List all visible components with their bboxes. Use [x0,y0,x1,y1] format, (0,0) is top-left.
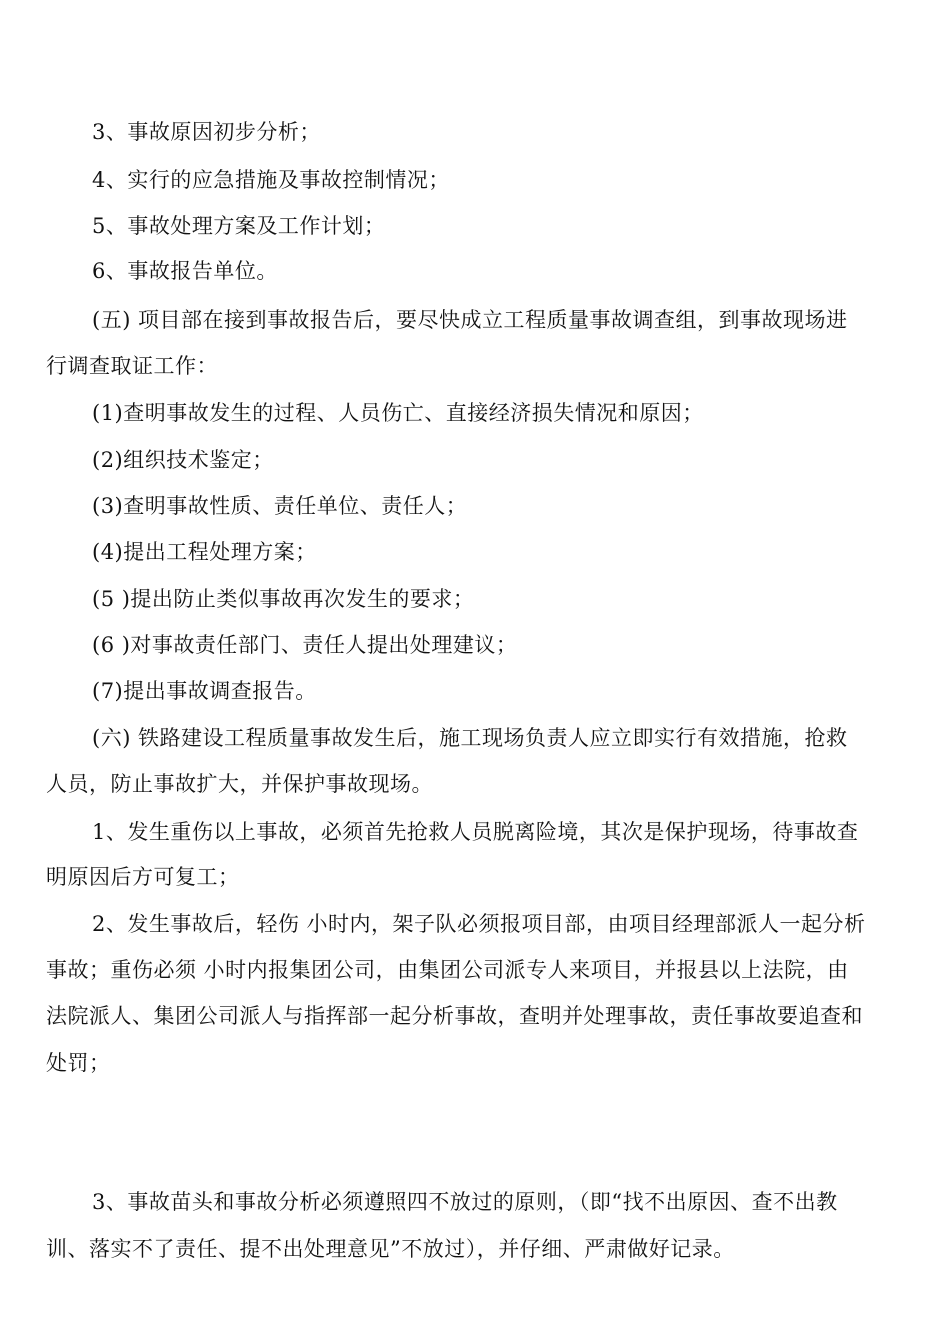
paragraph-line: 法院派人、集团公司派人与指挥部一起分析事故，查明并处理事故，责任事故要追查和 [46,1004,863,1028]
paragraph-line: (5 )提出防止类似事故再次发生的要求； [92,587,475,611]
paragraph-line: 5、事故处理方案及工作计划； [92,214,386,238]
paragraph-line: (1)查明事故发生的过程、人员伤亡、直接经济损失情况和原因； [92,401,704,425]
paragraph-line: 3、事故苗头和事故分析必须遵照四不放过的原则，（即“找不出原因、查不出教 [92,1190,838,1214]
paragraph-line: (六) 铁路建设工程质量事故发生后，施工现场负责人应立即实行有效措施，抢救 [92,726,848,750]
paragraph-line: (3)查明事故性质、责任单位、责任人； [92,494,468,518]
paragraph-line: (6 )对事故责任部门、责任人提出处理建议； [92,633,518,657]
paragraph-line: 6、事故报告单位。 [92,259,278,283]
paragraph-line: 4、实行的应急措施及事故控制情况； [92,168,450,192]
paragraph-line: (7)提出事故调查报告。 [92,679,317,703]
paragraph-line: 训、落实不了责任、提不出处理意见”不放过），并仔细、严肃做好记录。 [46,1237,735,1261]
paragraph-line: (4)提出工程处理方案； [92,540,317,564]
paragraph-line: 行调查取证工作： [46,354,218,378]
paragraph-line: 1、发生重伤以上事故，必须首先抢救人员脱离险境，其次是保护现场，待事故查 [92,820,859,844]
paragraph-line: (2)组织技术鉴定； [92,448,274,472]
paragraph-line: 人员，防止事故扩大，并保护事故现场。 [46,772,433,796]
paragraph-line: 处罚； [46,1051,111,1075]
paragraph-line: 事故；重伤必须 小时内报集团公司，由集团公司派专人来项目，并报县以上法院，由 [46,958,849,982]
paragraph-line: (五) 项目部在接到事故报告后，要尽快成立工程质量事故调查组，到事故现场进 [92,308,848,332]
paragraph-line: 明原因后方可复工； [46,865,240,889]
paragraph-line: 2、发生事故后，轻伤 小时内，架子队必须报项目部，由项目经理部派人一起分析 [92,912,866,936]
paragraph-line: 3、事故原因初步分析； [92,120,321,144]
